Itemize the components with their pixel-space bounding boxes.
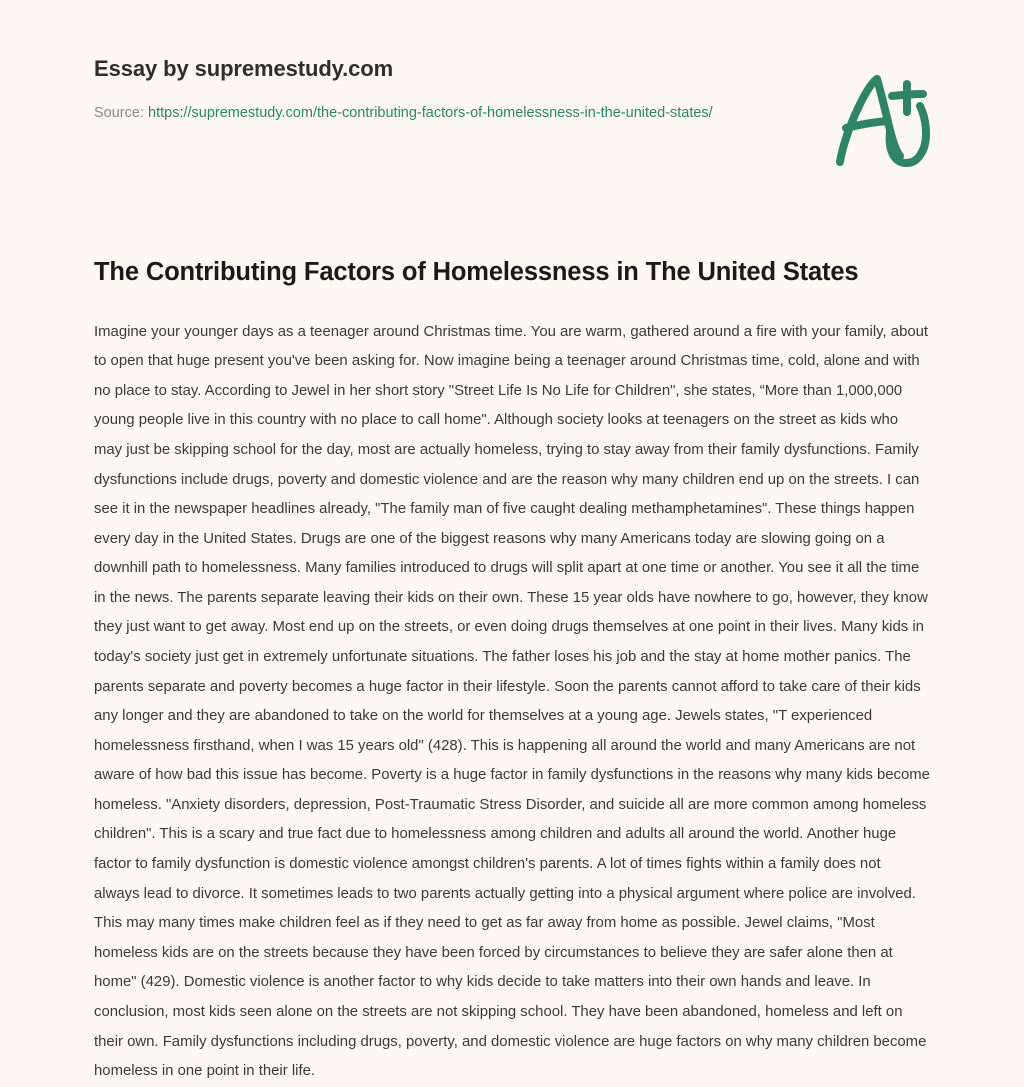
essay-title: The Contributing Factors of Homelessness in The United States: [94, 258, 859, 286]
essay-content: [94, 256, 930, 1087]
a-plus-logo: [828, 66, 946, 176]
source-line: [94, 102, 744, 124]
source-url-link[interactable]: https://supremestudy.com/the-contributing-factors-of-homelessness-in-the-united-states/: [148, 105, 713, 122]
essay-body-text: Imagine your younger days as a teenager around Christmas time. You are warm, gathered around a fire with your family, about to open that huge present you've been asking for. Now imagine being a teenager around Christmas time, cold, alone and with no place to stay. According to Jewel in her short story "Street Life Is No Life for Children", she states, “More than 1,000,000 young people live in this country with no place to call home". Although society looks at teenagers on the street as kids who may just be skipping school for the day, most are actually homeless, trying to stay away from their family dysfunctions. Family dysfunctions include drugs, poverty and domestic violence and are the reason why many children end up on the streets. I can see it in the newspaper headlines already, "The family man of five caught dealing methamphetamines". These things happen every day in the United States. Drugs are one of the biggest reasons why many Americans today are slowing going on a downhill path to homelessness. Many families introduced to drugs will split apart at one time or another. You see it all the time in the news. The parents separate leaving their kids on their own. These 15 year olds have nowhere to go, however, they know they just want to get away. Most end up on the streets, or even doing drugs themselves at one point in their lives. Many kids in today's society just get in extremely unfortunate situations. The father loses his job and the stay at home mother panics. The parents separate and poverty becomes a huge factor in their lifestyle. Soon the parents cannot afford to take care of their kids any longer and they are abandoned to take on the world for themselves at a young age. Jewels states, "T experienced homelessness firsthand, when I was 15 years old" (428). This is happening all around the world and many Americans are not aware of how bad this issue has become. Poverty is a huge factor in family dysfunctions in the reasons why many kids become homeless. "Anxiety disorders, depression, Post-Traumatic Stress Disorder, and suicide all are more common among homeless children". This is a scary and true fact due to homelessness among children and adults all around the world. Another huge factor to family dysfunction is domestic violence amongst children's parents. A lot of times fights within a family does not always lead to divorce. It sometimes leads to two parents actually getting into a physical argument where police are involved. This may many times make children feel as if they need to get as far away from home as possible. Jewel claims, "Most homeless kids are on the streets because they have been forced by circumstances to believe they are safer alone then at home" (429). Domestic violence is another factor to why kids decide to take matters into their own hands and leave. In conclusion, most kids seen alone on the streets are not skipping school. They have been abandoned, homeless and left on their own. Family dysfunctions including drugs, poverty, and domestic violence are huge factors on why many children become homeless in one point in their life.: [94, 323, 930, 1080]
brand-title: Essay by supremestudy.com: [94, 56, 394, 81]
source-label: Source:: [94, 105, 144, 122]
page-header: [94, 56, 930, 125]
a-plus-logo-icon: [828, 66, 946, 176]
